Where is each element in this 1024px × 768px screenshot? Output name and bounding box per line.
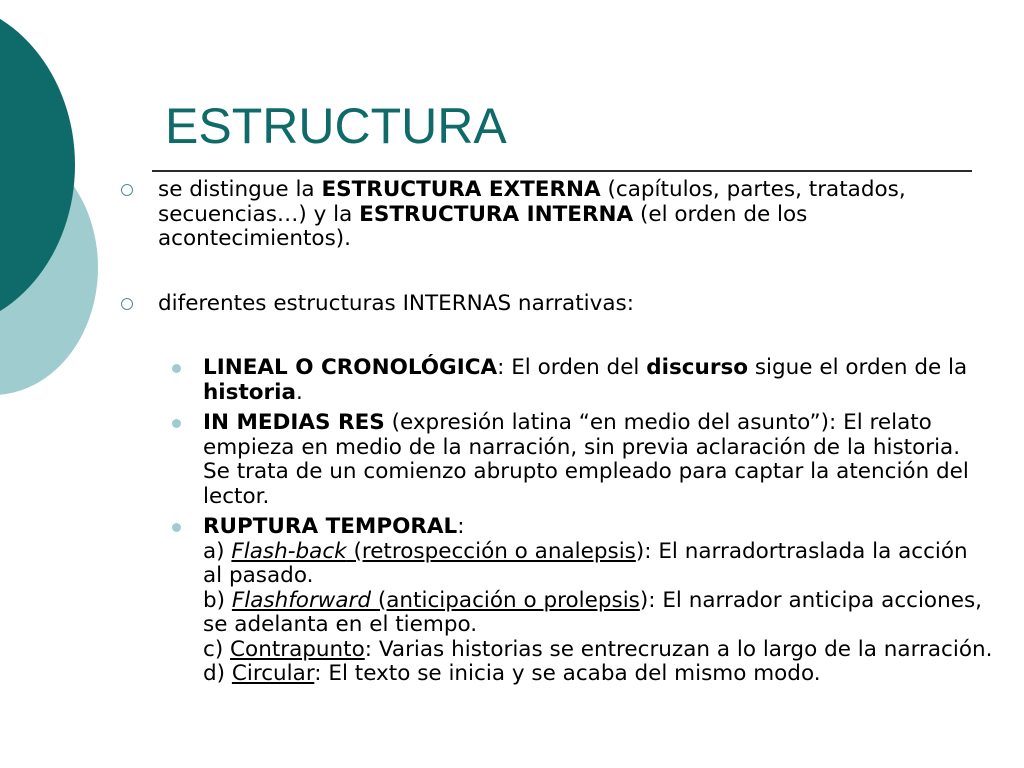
bullet-estructuras-internas [0,292,958,317]
estructura-externa: ESTRUCTURA EXTERNA [321,177,601,202]
dot-bullet-icon [172,523,181,532]
subbullet-text: LINEAL O CRONOLÓGICA: El orden del discurso sigue el orden de la historia. [203,355,968,405]
bullet-estructura [0,178,958,252]
ruptura-item-a: a) Flash-back (retrospección o analepsis): El narradortraslada la acción al pasado. [203,538,968,588]
ruptura-item-d: d) Circular: El texto se inicia y se acaba del mismo modo. [203,661,821,686]
bullet-text: se distingue la ESTRUCTURA EXTERNA (capítulos, partes, tratados, secuencias…) y la ESTRUCTURA INTERNA (el orden de los acontecimientos). [158,177,906,251]
hollow-bullet-icon [121,298,133,310]
subbullet-lineal [0,356,993,405]
subbullet-ruptura-temporal [0,515,993,687]
subbullet-text: IN MEDIAS RES (expresión latina “en medio del asunto”): El relato empieza en medio de la narración, sin previa aclaración de la historia. Se trata de un comienzo abrupto empleado para captar la atención del lector. [203,410,969,509]
dot-bullet-icon [172,364,181,373]
dot-bullet-icon [172,419,181,428]
title-divider [152,170,972,172]
ruptura-heading: RUPTURA TEMPORAL: [203,514,465,539]
slide-title: ESTRUCTURA [165,98,507,154]
hollow-bullet-icon [121,184,133,196]
ruptura-item-b: b) Flashforward (anticipación o prolepsis): El narrador anticipa acciones, se adelanta en el tiempo. [203,587,982,637]
ruptura-item-c: c) Contrapunto: Varias historias se entrecruzan a lo largo de la narración. [203,636,993,662]
estructura-interna: ESTRUCTURA INTERNA [359,201,634,227]
slide-content [0,178,1024,687]
bullet-text: diferentes estructuras INTERNAS narrativas: [158,290,634,316]
subbullet-in-medias-res [0,411,993,509]
